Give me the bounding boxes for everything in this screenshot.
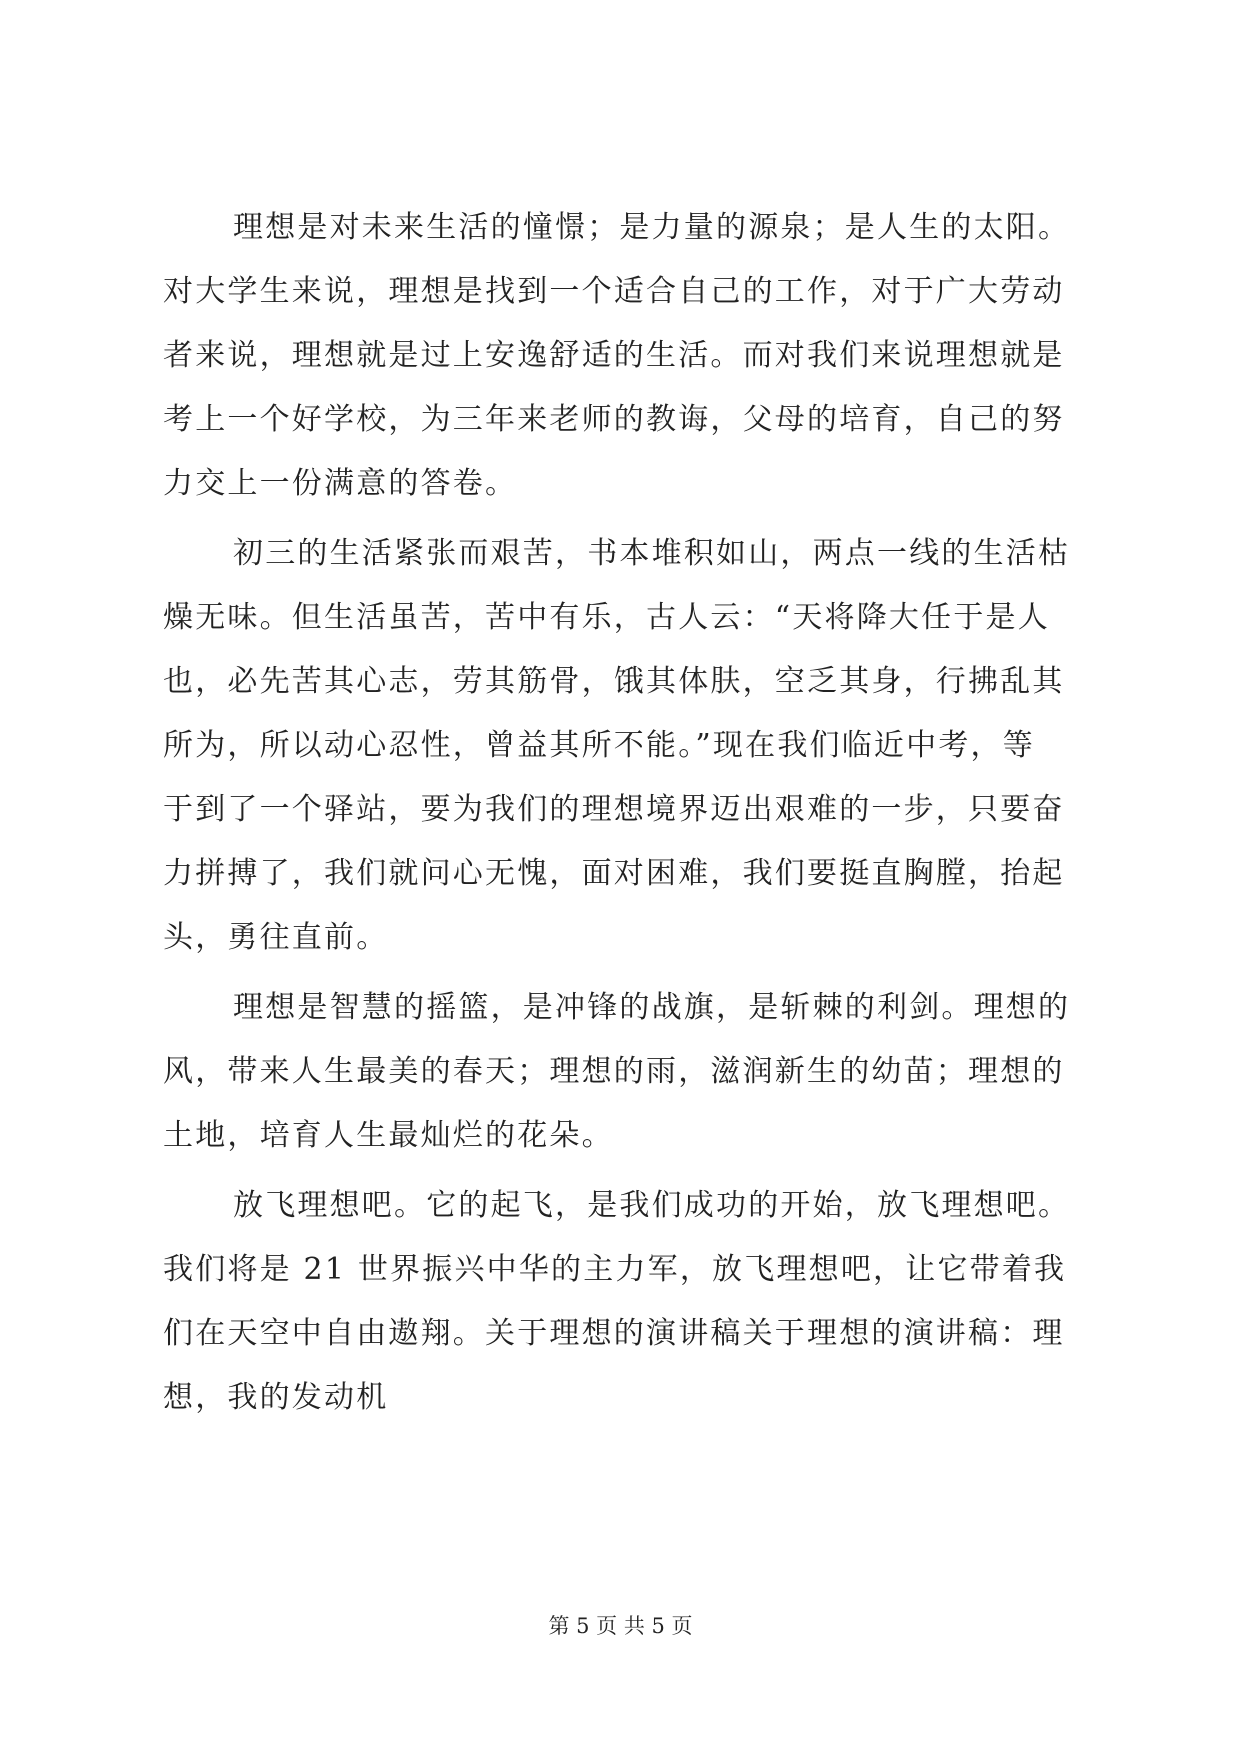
text-line: 对大学生来说，理想是找到一个适合自己的工作，对于广大劳动	[163, 274, 1065, 309]
text-line: 也，必先苦其心志，劳其筋骨，饿其体肤，空乏其身，行拂乱其	[163, 664, 1065, 699]
text-line: 考上一个好学校，为三年来老师的教诲，父母的培育，自己的努	[163, 402, 1065, 437]
text-line: 土地，培育人生最灿烂的花朵。	[163, 1118, 614, 1153]
text-line: 者来说，理想就是过上安逸舒适的生活。而对我们来说理想就是	[163, 338, 1065, 373]
text-line: 我们将是 21 世界振兴中华的主力军，放飞理想吧，让它带着我	[163, 1252, 1067, 1287]
text-line: 头，勇往直前。	[163, 920, 389, 955]
page-footer: 第 5 页 共 5 页	[548, 1614, 693, 1638]
text-line: 燥无味。但生活虽苦，苦中有乐，古人云：“天将降大任于是人	[163, 600, 1050, 635]
text-line: 力拼搏了，我们就问心无愧，面对困难，我们要挺直胸膛，抬起	[163, 856, 1065, 891]
text-line: 理想是对未来生活的憧憬；是力量的源泉；是人生的太阳。	[233, 210, 1071, 245]
text-line: 放飞理想吧。它的起飞，是我们成功的开始，放飞理想吧。	[233, 1188, 1071, 1223]
text-line: 们在天空中自由遨翔。关于理想的演讲稿关于理想的演讲稿：理	[163, 1316, 1065, 1351]
paragraph-1	[163, 196, 1083, 516]
text-line: 想，我的发动机	[163, 1380, 389, 1415]
text-line: 风，带来人生最美的春天；理想的雨，滋润新生的幼苗；理想的	[163, 1054, 1065, 1089]
text-line: 力交上一份满意的答卷。	[163, 466, 518, 501]
paragraph-3	[163, 976, 1083, 1168]
paragraph-2	[163, 522, 1083, 970]
text-line: 所为，所以动心忍性，曾益其所不能。”现在我们临近中考，等	[163, 728, 1035, 763]
document-body	[163, 196, 1083, 1436]
paragraph-4	[163, 1174, 1083, 1430]
text-line: 理想是智慧的摇篮，是冲锋的战旗，是斩棘的利剑。理想的	[233, 990, 1071, 1025]
text-line: 初三的生活紧张而艰苦，书本堆积如山，两点一线的生活枯	[233, 536, 1071, 571]
text-line: 于到了一个驿站，要为我们的理想境界迈出艰难的一步，只要奋	[163, 792, 1065, 827]
